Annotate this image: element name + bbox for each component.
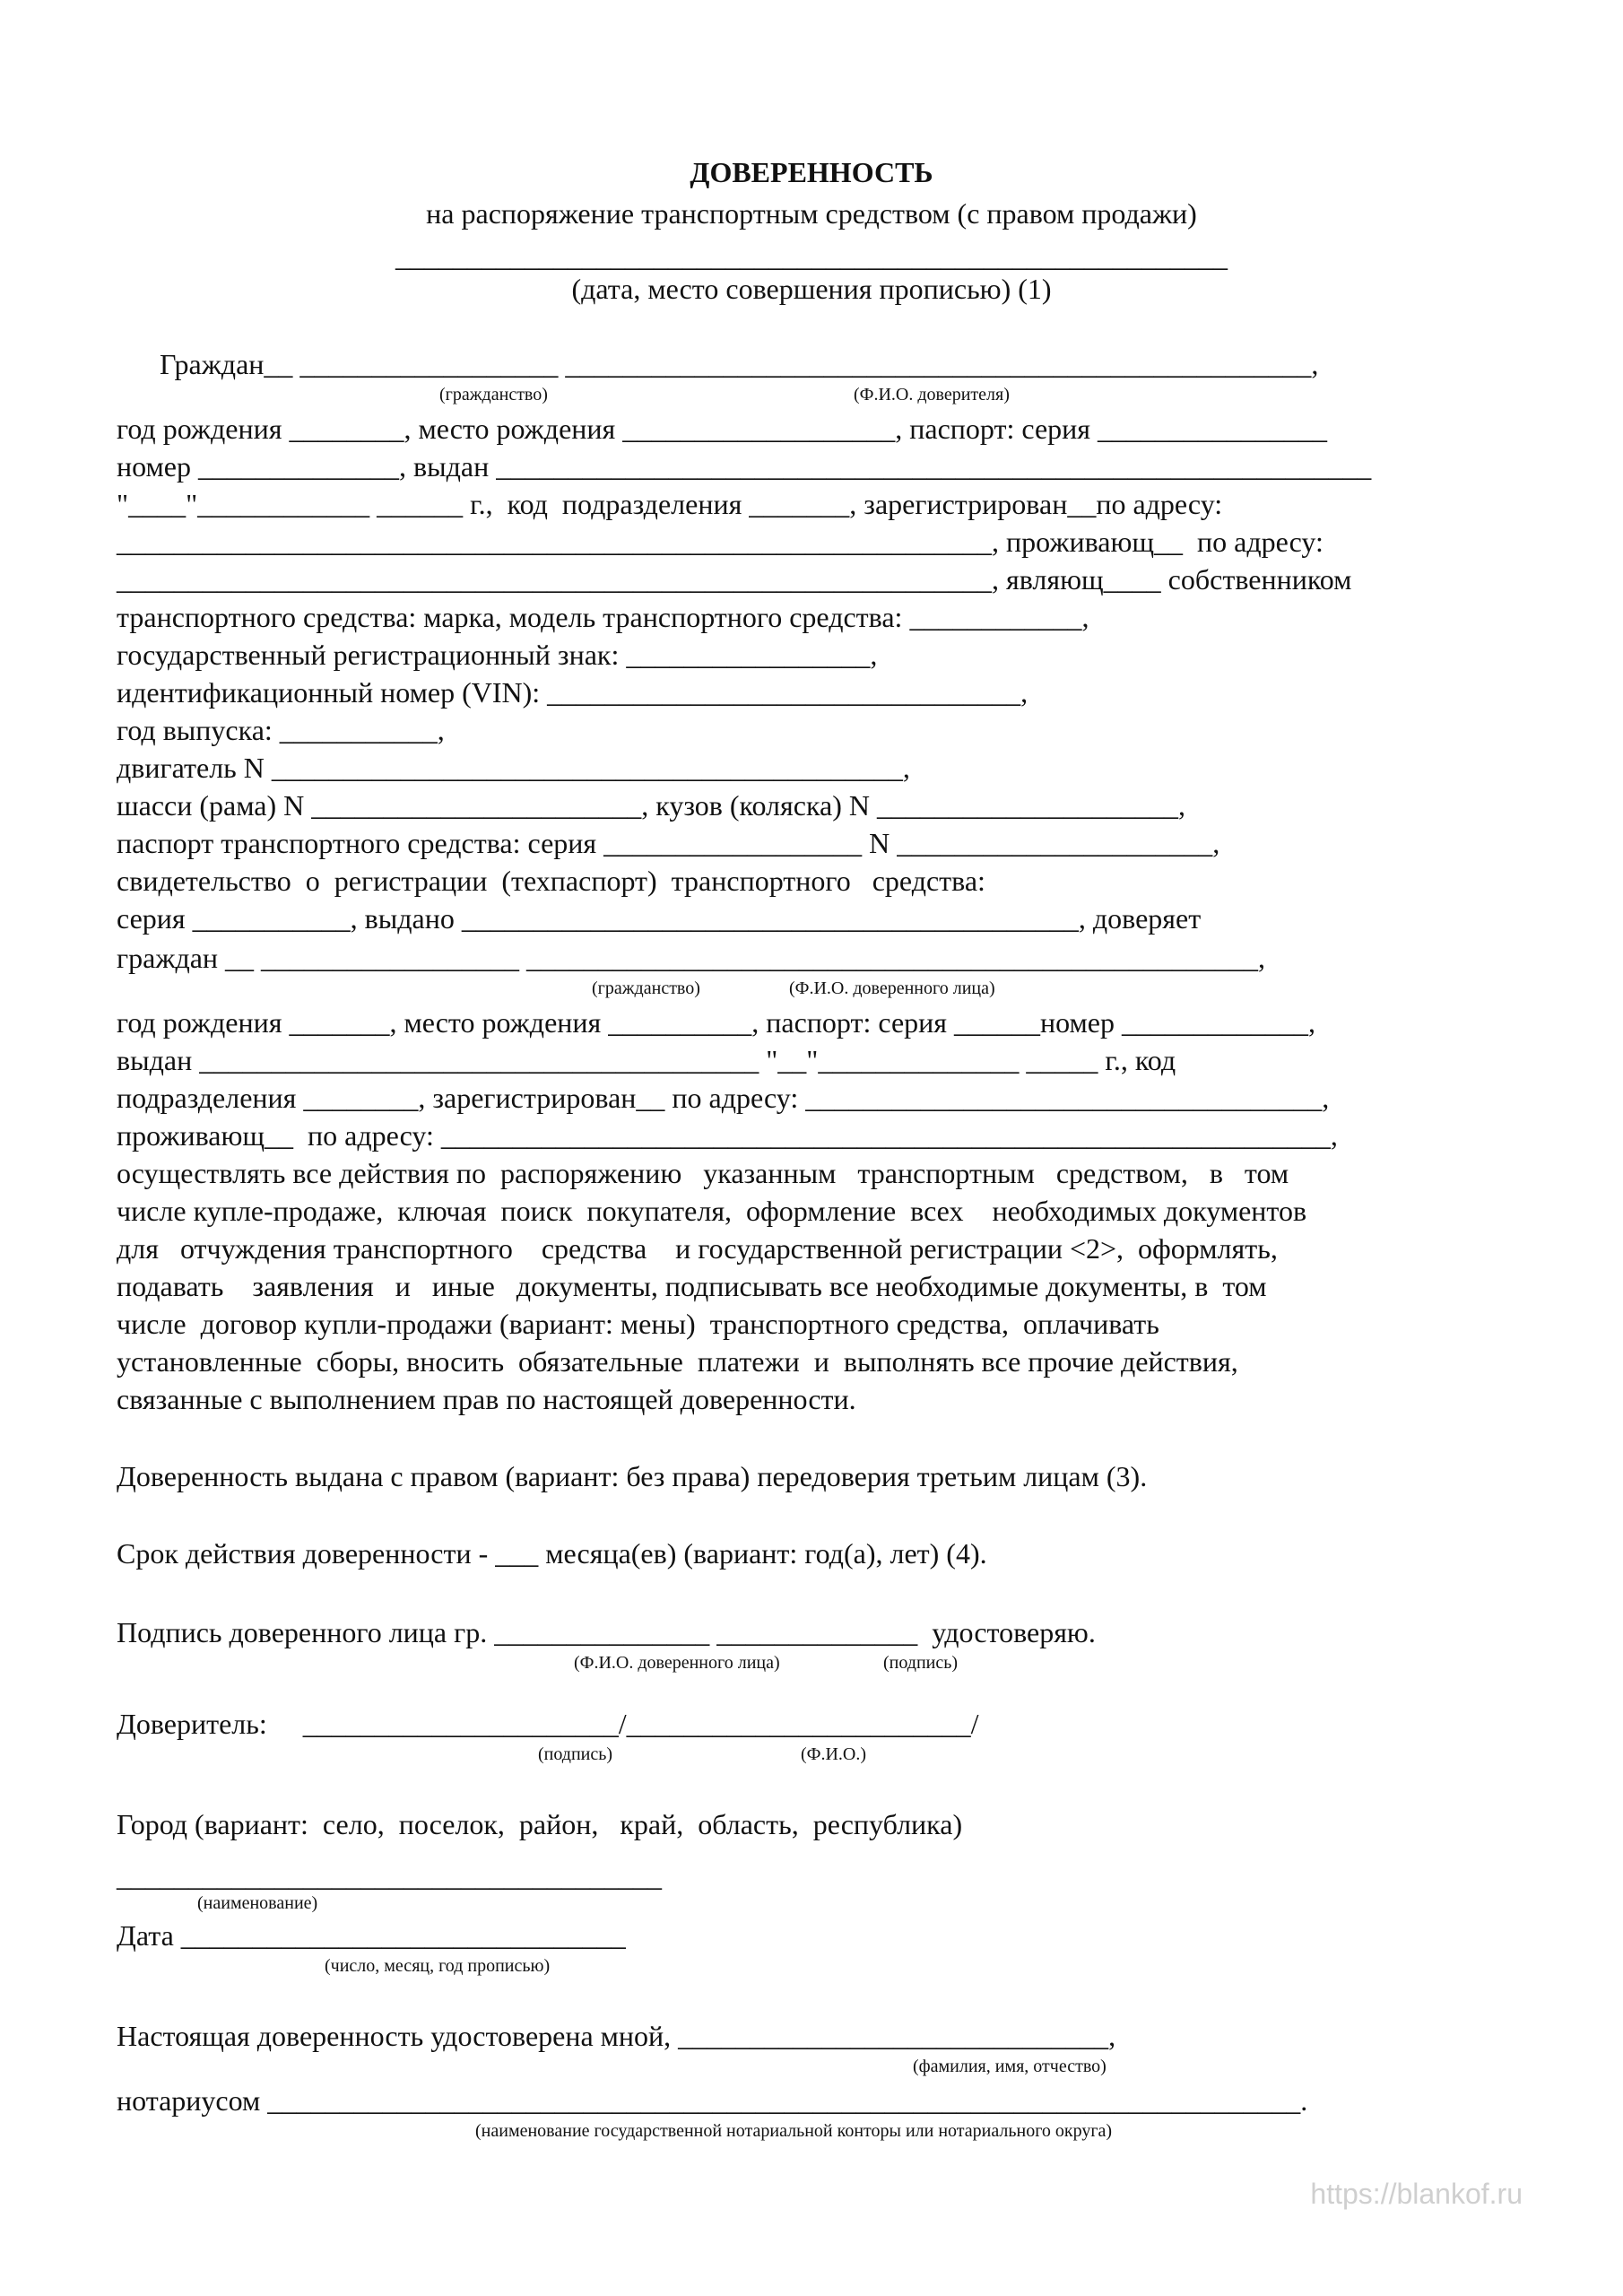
caption-notary-office: (наименование государственной нотариальной конторы или нотариального округа) <box>475 2121 1113 2141</box>
powers-text-line: числе купле-продаже, ключая поиск покупателя, оформление всех необходимых документов <box>117 1195 1307 1227</box>
powers-text-line: связанные с выполнением прав по настоящей доверенности. <box>117 1383 856 1415</box>
vehicle-plate-line: государственный регистрационный знак: _________________, <box>117 639 878 671</box>
caption-signature-principal: (подпись) <box>538 1744 613 1764</box>
vehicle-engine-line: двигатель N ____________________________________________, <box>117 752 910 784</box>
city-name-blank: ______________________________________ <box>117 1860 662 1892</box>
city-line: Город (вариант: село, поселок, район, край, область, республика) <box>117 1808 963 1840</box>
caption-full-name: (фамилия, имя, отчество) <box>913 2057 1107 2076</box>
document-title: ДОВЕРЕННОСТЬ <box>690 156 933 188</box>
vehicle-year-line: год выпуска: ___________, <box>117 714 445 746</box>
agent-signature-line: Подпись доверенного лица гр. _______________ ______________ удостоверяю. <box>117 1616 1096 1648</box>
principal-name-line: Граждан__ __________________ ____________________________________________________, <box>117 348 1319 380</box>
registration-certificate-line: свидетельство о регистрации (техпаспорт) транспортного средства: <box>117 865 985 897</box>
substitution-clause: Доверенность выдана с правом (вариант: без права) передоверия третьим лицам (3). <box>117 1460 1148 1492</box>
agent-birth-line: год рождения _______, место рождения __________, паспорт: серия ______номер _____________, <box>117 1006 1315 1039</box>
date-place-blank: __________________________________________________________ <box>395 240 1228 273</box>
caption-fio-agent-signature: (Ф.И.О. доверенного лица) <box>574 1653 780 1673</box>
agent-issued-line: выдан _______________________________________ "__"______________ _____ г., код <box>117 1044 1176 1076</box>
principal-birth-line: год рождения ________, место рождения ___________________, паспорт: серия ________________ <box>117 413 1327 445</box>
powers-text-line: числе договор купли-продажи (вариант: мены) транспортного средства, оплачивать <box>117 1308 1159 1340</box>
vehicle-passport-line: паспорт транспортного средства: серия __________________ N ______________________, <box>117 827 1220 859</box>
principal-passport-number-line: номер ______________, выдан _____________________________________________________________ <box>117 450 1372 483</box>
notary-line: нотариусом ________________________________________________________________________. <box>117 2084 1308 2117</box>
caption-date-words: (число, месяц, год прописью) <box>325 1956 551 1976</box>
agent-name-line: граждан __ __________________ ___________________________________________________, <box>117 942 1266 974</box>
powers-text-line: установленные сборы, вносить обязательные платежи и выполнять все прочие действия, <box>117 1345 1238 1378</box>
powers-text-line: подавать заявления и иные документы, подписывать все необходимые документы, в том <box>117 1270 1267 1302</box>
notary-certification-line: Настоящая доверенность удостоверена мной, ______________________________, <box>117 2020 1116 2052</box>
caption-citizenship-agent: (гражданство) <box>592 978 700 998</box>
agent-residence-line: проживающ__ по адресу: ______________________________________________________________, <box>117 1119 1338 1152</box>
caption-citizenship-principal: (гражданство) <box>439 385 548 404</box>
powers-text-line: осуществлять все действия по распоряжению указанным транспортным средством, в том <box>117 1157 1289 1189</box>
caption-name: (наименование) <box>197 1893 318 1913</box>
document-subtitle: на распоряжение транспортным средством (с правом продажи) <box>426 197 1197 230</box>
principal-residence-line: _____________________________________________________________, проживающ__ по адресу: <box>117 526 1324 558</box>
vehicle-model-line: транспортного средства: марка, модель транспортного средства: ____________, <box>117 601 1089 633</box>
vehicle-chassis-line: шасси (рама) N _______________________, кузов (коляска) N _____________________, <box>117 789 1185 822</box>
caption-fio-principal: (Ф.И.О. доверителя) <box>854 385 1010 404</box>
certificate-series-line: серия ___________, выдано ___________________________________________, доверяет <box>117 902 1202 935</box>
principal-owner-line: _____________________________________________________________, являющ____ собственником <box>117 563 1352 596</box>
principal-signature-line: Доверитель: ______________________/________________________/ <box>117 1708 979 1740</box>
principal-registration-line: "____"____________ ______ г., код подразделения _______, зарегистрирован__по адресу: <box>117 488 1223 520</box>
caption-signature-agent: (подпись) <box>883 1653 959 1673</box>
agent-registration-line: подразделения ________, зарегистрирован__ по адресу: ____________________________________, <box>117 1082 1330 1114</box>
powers-text-line: для отчуждения транспортного средства и государственной регистрации <2>, оформлять, <box>117 1232 1278 1265</box>
date-place-caption: (дата, место совершения прописью) (1) <box>571 273 1052 305</box>
date-line: Дата _______________________________ <box>117 1919 626 1952</box>
caption-fio-agent: (Ф.И.О. доверенного лица) <box>789 978 995 998</box>
watermark-url: https://blankof.ru <box>1310 2178 1523 2210</box>
validity-term-clause: Срок действия доверенности - ___ месяца(ев) (вариант: год(а), лет) (4). <box>117 1537 987 1570</box>
caption-fio-principal-signature: (Ф.И.О.) <box>801 1744 867 1764</box>
vehicle-vin-line: идентификационный номер (VIN): _________________________________, <box>117 676 1028 709</box>
